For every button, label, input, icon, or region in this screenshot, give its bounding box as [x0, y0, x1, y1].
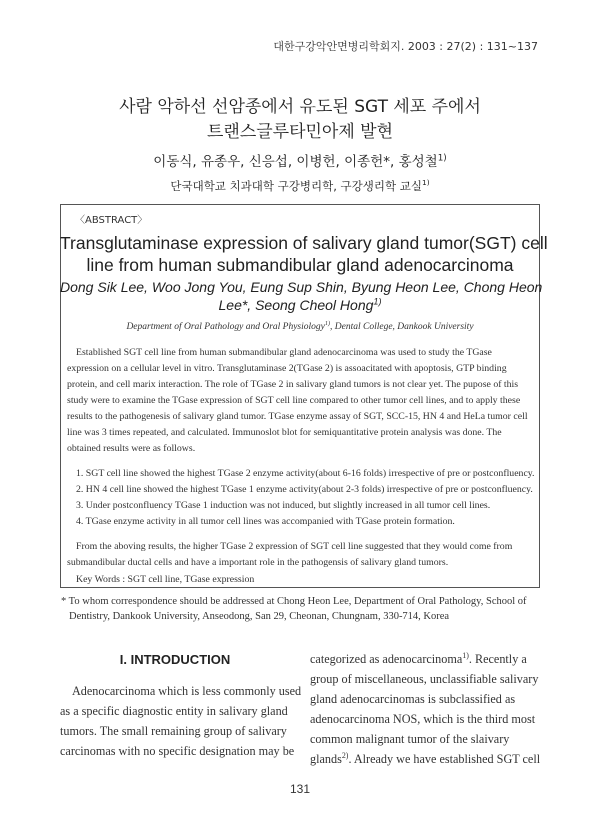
abstract-conclusion-line: submandibular ductal cells and have a important role in the pathogensis of salivary gland tumors. — [67, 557, 449, 568]
english-authors-line-2 — [60, 297, 540, 313]
intro-left-line: carcinomas with no specific designation may be — [60, 744, 295, 758]
citation-sup: 2) — [341, 750, 349, 760]
finding-item: 1. SGT cell line showed the highest TGase 2 enzyme activity(about 6-16 folds) irrespective of pre or postconfluency. — [76, 468, 535, 479]
intro-right-line — [310, 652, 527, 667]
abstract-para1-line: obtained results were as follows. — [67, 443, 196, 454]
citation-sup: 1) — [462, 650, 469, 660]
korean-affiliation — [0, 178, 600, 194]
department — [60, 322, 540, 332]
korean-authors-sup: 1) — [437, 153, 447, 164]
english-title-line-2: line from human submandibular gland adenocarcinoma — [86, 255, 514, 275]
korean-affiliation-sup: 1) — [421, 178, 430, 188]
department-text-b: , Dental College, Dankook University — [330, 322, 474, 332]
intro-right-line: adenocarcinoma NOS, which is the third most — [310, 712, 536, 726]
finding-item: 4. TGase enzyme activity in all tumor cell lines was accompanied with TGase protein formation. — [76, 516, 455, 527]
section-heading-introduction: I. INTRODUCTION — [119, 652, 231, 667]
english-authors-line-1: Dong Sik Lee, Woo Jong You, Eung Sup Shin, Byung Heon Lee, Chong Heon — [60, 279, 543, 295]
intro-right-line6-b: . Already we have established SGT cell — [348, 752, 541, 766]
abstract-para1-line: study were to examine the TGase expression of SGT cell line compared to other tumor cell lines, and to apply these — [67, 395, 521, 406]
korean-authors — [0, 150, 600, 170]
korean-title-line-2: 트랜스글루타민아제 발현 — [206, 122, 394, 142]
intro-right-line1-b: . Recently a — [468, 652, 527, 666]
abstract-para1-line: results to the pathogenesis of salivary gland tumor. TGase enzyme assay of SGT, SCC-15, HN 4 and HeLa tumor cell — [67, 411, 528, 422]
english-authors-line-2-text: Lee*, Seong Cheol Hong — [218, 297, 374, 313]
korean-affiliation-text: 단국대학교 치과대학 구강병리학, 구강생리학 교실 — [170, 179, 422, 193]
abstract-para1-line: line was 3 times repeated, and calculated. Immunoslot blot for semiquantitative protein analysis was done. The — [67, 427, 502, 438]
intro-right-line — [310, 752, 540, 767]
intro-left-line: as a specific diagnostic entity in salivary gland — [60, 704, 288, 718]
intro-right-line1-a: categorized as adenocarcinoma — [310, 652, 463, 666]
footnote-line: * To whom correspondence should be addressed at Chong Heon Lee, Department of Oral Pathology, School of — [61, 596, 527, 607]
finding-item: 3. Under postconfluency TGase 1 induction was not induced, but slightly increased in all tumor cell lines. — [76, 500, 491, 511]
intro-left-line: tumors. The small remaining group of salivary — [60, 724, 287, 738]
intro-right-line: common malignant tumor of the slaivary — [310, 732, 510, 746]
footnote-line: Dentistry, Dankook University, Anseodong, San 29, Cheonan, Chungnam, 330-714, Korea — [69, 611, 450, 622]
intro-left-line: Adenocarcinoma which is less commonly used — [72, 684, 302, 698]
page-number: 131 — [289, 782, 311, 796]
english-authors-sup: 1) — [373, 296, 382, 307]
finding-item: 2. HN 4 cell line showed the highest TGase 1 enzyme activity(about 2-3 folds) irrespective of pre or postconfluency. — [76, 484, 533, 495]
korean-title-line-1: 사람 악하선 선암종에서 유도된 SGT 세포 주에서 — [119, 97, 481, 117]
abstract-para1-line: expression on a cellular level in vitro. Transglutaminase 2(TGase 2) is assoacitated with apoptosis, GTP binding — [67, 363, 507, 374]
english-title-line-1: Transglutaminase expression of salivary gland tumor(SGT) cell — [60, 233, 548, 253]
department-sup: 1) — [324, 320, 331, 327]
intro-right-line6-a: glands — [310, 752, 342, 766]
intro-right-line: group of miscellaneous, unclassifiable salivary — [310, 672, 539, 686]
abstract-label: 〈ABSTRACT〉 — [75, 215, 148, 226]
abstract-conclusion-line: From the aboving results, the higher TGase 2 expression of SGT cell line suggested that they would come from — [76, 541, 513, 552]
abstract-para1-line: Established SGT cell line from human submandibular gland adenocarcinoma was used to study the TGase — [76, 347, 492, 358]
abstract-para1-line: protein, and cell marix interaction. The role of TGase 2 in salivary gland tumors is not clear yet. The pupose of this — [67, 379, 519, 390]
intro-right-line: gland adenocarcinomas is subclassified as — [310, 692, 516, 706]
journal-header: 대한구강악안면병리학회지. 2003 : 27(2) : 131~137 — [273, 40, 538, 53]
department-text-a: Department of Oral Pathology and Oral Physiology — [126, 322, 325, 332]
keywords: Key Words : SGT cell line, TGase expression — [76, 574, 255, 585]
korean-authors-names: 이동식, 유종우, 신응섭, 이병헌, 이종헌*, 홍성철 — [153, 154, 438, 170]
